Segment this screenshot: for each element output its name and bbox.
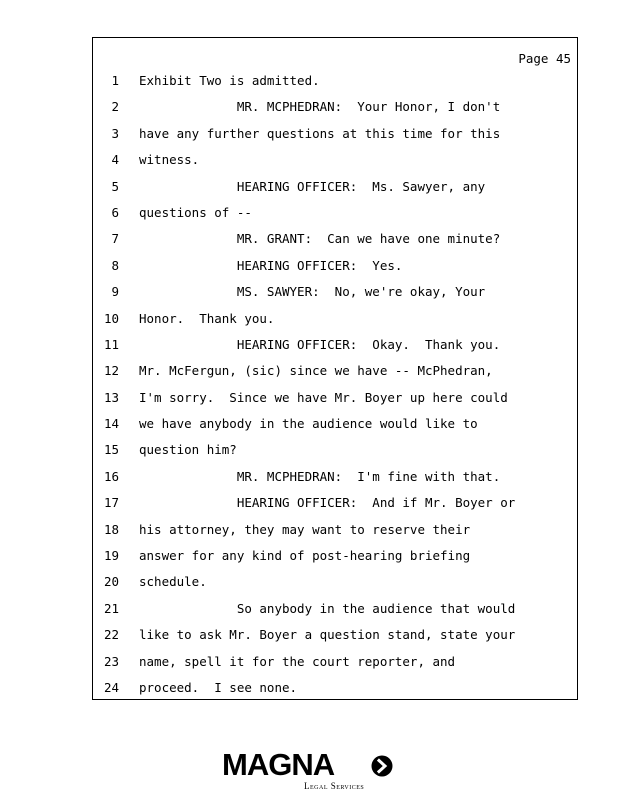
- line-number: 12: [103, 363, 119, 379]
- transcript-line: [93, 230, 577, 256]
- line-text: I'm sorry. Since we have Mr. Boyer up here could: [139, 389, 508, 405]
- line-number: 8: [111, 257, 119, 273]
- line-number: 3: [111, 125, 119, 141]
- transcript-line: [93, 336, 577, 362]
- line-text: HEARING OFFICER: And if Mr. Boyer or: [139, 495, 516, 511]
- transcript-line: [93, 257, 577, 283]
- transcript-line: [93, 72, 577, 98]
- line-text: So anybody in the audience that would: [139, 600, 516, 616]
- line-text: proceed. I see none.: [139, 679, 298, 695]
- transcript-line: [93, 362, 577, 388]
- line-number: 14: [103, 416, 119, 432]
- transcript-line: [93, 98, 577, 124]
- line-text: we have anybody in the audience would like to: [139, 416, 478, 432]
- transcript-line: [93, 573, 577, 599]
- transcript-page: [92, 37, 578, 700]
- line-text: like to ask Mr. Boyer a question stand, state your: [139, 627, 516, 643]
- line-text: MR. GRANT: Can we have one minute?: [139, 231, 501, 247]
- line-number: 18: [103, 521, 119, 537]
- transcript-line: [93, 283, 577, 309]
- line-number: 21: [103, 600, 119, 616]
- line-number: 19: [103, 548, 119, 564]
- line-text: HEARING OFFICER: Yes.: [139, 257, 403, 273]
- line-number: 11: [103, 336, 119, 352]
- transcript-line: [93, 151, 577, 177]
- line-number: 23: [103, 653, 119, 669]
- transcript-line: [93, 547, 577, 573]
- transcript-line: [93, 415, 577, 441]
- line-text: MR. MCPHEDRAN: I'm fine with that.: [139, 468, 501, 484]
- line-number: 10: [103, 310, 119, 326]
- line-number: 6: [111, 204, 119, 220]
- transcript-line: [93, 204, 577, 230]
- transcript-line: [93, 626, 577, 652]
- magna-logo: [222, 748, 397, 796]
- line-number: 1: [111, 73, 119, 88]
- line-number: 20: [103, 574, 119, 590]
- line-text: Honor. Thank you.: [139, 310, 275, 326]
- line-text: have any further questions at this time for this: [139, 125, 501, 141]
- transcript-line: [93, 125, 577, 151]
- line-text: his attorney, they may want to reserve their: [139, 521, 471, 537]
- logo-wordmark: MAGNA: [222, 747, 335, 782]
- line-text: HEARING OFFICER: Okay. Thank you.: [139, 336, 501, 352]
- line-text: MS. SAWYER: No, we're okay, Your: [139, 284, 486, 300]
- line-text: MR. MCPHEDRAN: Your Honor, I don't: [139, 99, 501, 115]
- transcript-line: [93, 494, 577, 520]
- line-number: 22: [103, 627, 119, 643]
- logo-subtitle: Legal Services: [304, 781, 365, 791]
- transcript-line: [93, 521, 577, 547]
- line-number: 16: [103, 468, 119, 484]
- line-number: 5: [111, 178, 119, 194]
- line-text: HEARING OFFICER: Ms. Sawyer, any: [139, 178, 486, 194]
- line-number: 2: [111, 99, 119, 115]
- transcript-line: [93, 679, 577, 705]
- line-number: 13: [103, 389, 119, 405]
- transcript-line: [93, 178, 577, 204]
- line-text: questions of --: [139, 204, 252, 220]
- line-text: witness.: [139, 152, 200, 168]
- transcript-line: [93, 600, 577, 626]
- transcript-line: [93, 468, 577, 494]
- transcript-line: [93, 653, 577, 679]
- line-text: question him?: [139, 442, 237, 458]
- chevron-right-circle-icon: [371, 755, 393, 777]
- line-number: 9: [111, 284, 119, 300]
- line-number: 15: [103, 442, 119, 458]
- line-number: 4: [111, 152, 119, 168]
- line-text: Mr. McFergun, (sic) since we have -- McPhedran,: [139, 363, 493, 379]
- line-number: 17: [103, 495, 119, 511]
- line-text: Exhibit Two is admitted.: [139, 73, 320, 88]
- line-text: schedule.: [139, 574, 207, 590]
- transcript-line: [93, 441, 577, 467]
- line-number: 24: [103, 679, 119, 695]
- line-number: 7: [111, 231, 119, 247]
- line-text: answer for any kind of post-hearing briefing: [139, 548, 471, 564]
- transcript-line: [93, 389, 577, 415]
- transcript-lines: [93, 72, 577, 705]
- page-number: Page 45: [518, 51, 571, 66]
- transcript-line: [93, 310, 577, 336]
- line-text: name, spell it for the court reporter, and: [139, 653, 456, 669]
